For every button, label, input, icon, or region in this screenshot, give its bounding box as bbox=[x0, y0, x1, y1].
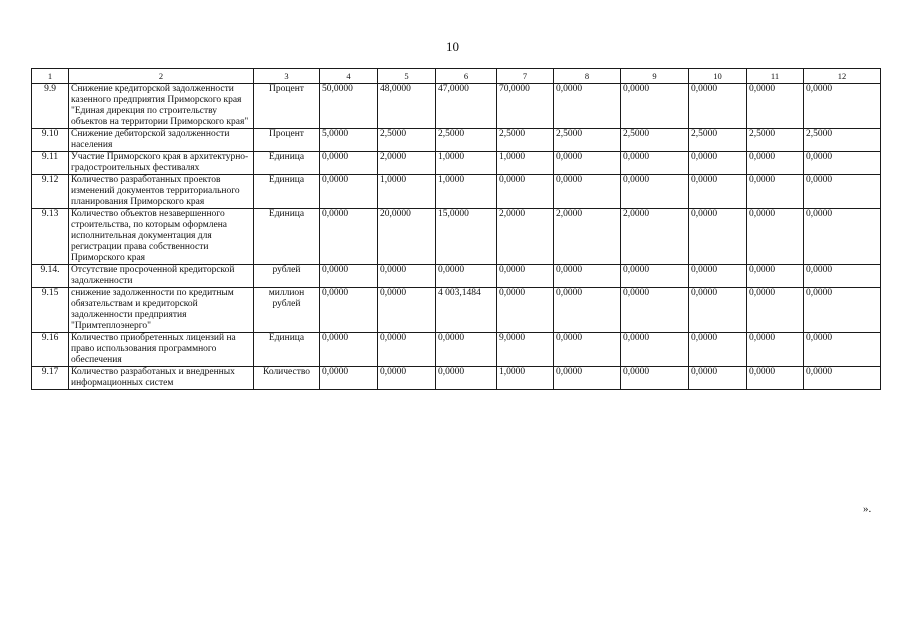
value-cell: 0,0000 bbox=[320, 209, 378, 265]
column-number-cell: 4 bbox=[320, 69, 378, 84]
value-cell: 0,0000 bbox=[320, 265, 378, 288]
value-cell: 0,0000 bbox=[554, 265, 621, 288]
value-cell: 48,0000 bbox=[378, 84, 436, 129]
value-cell: 0,0000 bbox=[747, 152, 804, 175]
value-cell: 0,0000 bbox=[621, 265, 689, 288]
value-cell: 47,0000 bbox=[436, 84, 497, 129]
value-cell: 0,0000 bbox=[554, 175, 621, 209]
value-cell: 50,0000 bbox=[320, 84, 378, 129]
value-cell: 0,0000 bbox=[689, 152, 747, 175]
indicator-name-cell: Участие Приморского края в архитектурно-градостроительных фестивалях bbox=[69, 152, 254, 175]
indicator-name-cell: Снижение кредиторской задолженности казенного предприятия Приморского края "Единая дирекция по строительству объектов на территории Приморского края" bbox=[69, 84, 254, 129]
value-cell: 0,0000 bbox=[621, 175, 689, 209]
value-cell: 1,0000 bbox=[497, 367, 554, 390]
column-number-cell: 7 bbox=[497, 69, 554, 84]
unit-cell: Количество bbox=[254, 367, 320, 390]
value-cell: 0,0000 bbox=[436, 367, 497, 390]
value-cell: 2,0000 bbox=[621, 209, 689, 265]
value-cell: 0,0000 bbox=[804, 84, 881, 129]
value-cell: 1,0000 bbox=[497, 152, 554, 175]
value-cell: 0,0000 bbox=[689, 265, 747, 288]
value-cell: 0,0000 bbox=[804, 367, 881, 390]
value-cell: 0,0000 bbox=[689, 175, 747, 209]
table-row bbox=[32, 333, 881, 367]
unit-cell: рублей bbox=[254, 265, 320, 288]
value-cell: 0,0000 bbox=[689, 367, 747, 390]
value-cell: 0,0000 bbox=[804, 288, 881, 333]
unit-cell: Единица bbox=[254, 333, 320, 367]
value-cell: 0,0000 bbox=[320, 152, 378, 175]
value-cell: 0,0000 bbox=[747, 175, 804, 209]
value-cell: 0,0000 bbox=[621, 288, 689, 333]
row-number-cell: 9.9 bbox=[32, 84, 69, 129]
value-cell: 2,5000 bbox=[689, 129, 747, 152]
unit-cell: Единица bbox=[254, 175, 320, 209]
value-cell: 0,0000 bbox=[804, 209, 881, 265]
value-cell: 2,5000 bbox=[621, 129, 689, 152]
value-cell: 0,0000 bbox=[497, 175, 554, 209]
indicator-name-cell: снижение задолженности по кредитным обязательствам и кредиторской задолженности предприятия "Примтеплоэнерго" bbox=[69, 288, 254, 333]
value-cell: 0,0000 bbox=[689, 288, 747, 333]
column-number-cell: 11 bbox=[747, 69, 804, 84]
value-cell: 0,0000 bbox=[554, 152, 621, 175]
value-cell: 0,0000 bbox=[378, 333, 436, 367]
value-cell: 0,0000 bbox=[497, 265, 554, 288]
value-cell: 2,5000 bbox=[804, 129, 881, 152]
value-cell: 0,0000 bbox=[320, 288, 378, 333]
row-number-cell: 9.11 bbox=[32, 152, 69, 175]
column-number-row bbox=[32, 69, 881, 84]
value-cell: 0,0000 bbox=[804, 333, 881, 367]
row-number-cell: 9.12 bbox=[32, 175, 69, 209]
row-number-cell: 9.15 bbox=[32, 288, 69, 333]
table-row bbox=[32, 288, 881, 333]
value-cell: 0,0000 bbox=[436, 265, 497, 288]
value-cell: 0,0000 bbox=[320, 175, 378, 209]
row-number-cell: 9.16 bbox=[32, 333, 69, 367]
row-number-cell: 9.14. bbox=[32, 265, 69, 288]
indicators-table bbox=[31, 68, 881, 390]
value-cell: 4 003,1484 bbox=[436, 288, 497, 333]
column-number-cell: 1 bbox=[32, 69, 69, 84]
indicator-name-cell: Количество разработанных проектов изменений документов территориального планирования Приморского края bbox=[69, 175, 254, 209]
value-cell: 0,0000 bbox=[804, 175, 881, 209]
row-number-cell: 9.13 bbox=[32, 209, 69, 265]
column-number-cell: 6 bbox=[436, 69, 497, 84]
value-cell: 0,0000 bbox=[804, 152, 881, 175]
row-number-cell: 9.17 bbox=[32, 367, 69, 390]
indicator-name-cell: Количество приобретенных лицензий на право использования программного обеспечения bbox=[69, 333, 254, 367]
value-cell: 1,0000 bbox=[436, 175, 497, 209]
value-cell: 20,0000 bbox=[378, 209, 436, 265]
value-cell: 2,5000 bbox=[747, 129, 804, 152]
table-row bbox=[32, 265, 881, 288]
value-cell: 0,0000 bbox=[378, 288, 436, 333]
indicator-name-cell: Снижение дебиторской задолженности населения bbox=[69, 129, 254, 152]
value-cell: 15,0000 bbox=[436, 209, 497, 265]
value-cell: 0,0000 bbox=[621, 333, 689, 367]
value-cell: 2,0000 bbox=[554, 209, 621, 265]
indicator-name-cell: Отсутствие просроченной кредиторской задолженности bbox=[69, 265, 254, 288]
value-cell: 0,0000 bbox=[747, 288, 804, 333]
table-row bbox=[32, 175, 881, 209]
value-cell: 0,0000 bbox=[497, 288, 554, 333]
table-row bbox=[32, 209, 881, 265]
column-number-cell: 12 bbox=[804, 69, 881, 84]
table-row bbox=[32, 152, 881, 175]
value-cell: 0,0000 bbox=[747, 367, 804, 390]
value-cell: 70,0000 bbox=[497, 84, 554, 129]
value-cell: 0,0000 bbox=[378, 367, 436, 390]
value-cell: 0,0000 bbox=[689, 333, 747, 367]
value-cell: 0,0000 bbox=[320, 333, 378, 367]
indicator-name-cell: Количество разработаных и внедренных информационных систем bbox=[69, 367, 254, 390]
value-cell: 2,5000 bbox=[554, 129, 621, 152]
value-cell: 0,0000 bbox=[554, 333, 621, 367]
value-cell: 1,0000 bbox=[378, 175, 436, 209]
value-cell: 0,0000 bbox=[378, 265, 436, 288]
table-row bbox=[32, 84, 881, 129]
value-cell: 0,0000 bbox=[554, 84, 621, 129]
value-cell: 0,0000 bbox=[689, 84, 747, 129]
value-cell: 0,0000 bbox=[436, 333, 497, 367]
value-cell: 0,0000 bbox=[747, 84, 804, 129]
column-number-cell: 3 bbox=[254, 69, 320, 84]
unit-cell: Единица bbox=[254, 209, 320, 265]
value-cell: 0,0000 bbox=[804, 265, 881, 288]
unit-cell: миллион рублей bbox=[254, 288, 320, 333]
column-number-cell: 2 bbox=[69, 69, 254, 84]
value-cell: 0,0000 bbox=[747, 265, 804, 288]
column-number-cell: 5 bbox=[378, 69, 436, 84]
value-cell: 0,0000 bbox=[554, 288, 621, 333]
column-number-cell: 9 bbox=[621, 69, 689, 84]
value-cell: 2,0000 bbox=[378, 152, 436, 175]
value-cell: 1,0000 bbox=[436, 152, 497, 175]
unit-cell: Единица bbox=[254, 152, 320, 175]
closing-quote-mark: ». bbox=[863, 503, 872, 515]
value-cell: 0,0000 bbox=[747, 209, 804, 265]
column-number-cell: 10 bbox=[689, 69, 747, 84]
indicator-name-cell: Количество объектов незавершенного строительства, по которым оформлена исполнительная документация для регистрации права собственности Приморского края bbox=[69, 209, 254, 265]
value-cell: 0,0000 bbox=[747, 333, 804, 367]
unit-cell: Процент bbox=[254, 129, 320, 152]
value-cell: 9,0000 bbox=[497, 333, 554, 367]
value-cell: 0,0000 bbox=[621, 84, 689, 129]
value-cell: 2,5000 bbox=[378, 129, 436, 152]
table-row bbox=[32, 129, 881, 152]
value-cell: 0,0000 bbox=[621, 367, 689, 390]
value-cell: 0,0000 bbox=[621, 152, 689, 175]
unit-cell: Процент bbox=[254, 84, 320, 129]
column-number-cell: 8 bbox=[554, 69, 621, 84]
value-cell: 2,0000 bbox=[497, 209, 554, 265]
page-number: 10 bbox=[446, 39, 459, 54]
value-cell: 0,0000 bbox=[689, 209, 747, 265]
value-cell: 2,5000 bbox=[436, 129, 497, 152]
value-cell: 0,0000 bbox=[554, 367, 621, 390]
value-cell: 2,5000 bbox=[497, 129, 554, 152]
value-cell: 0,0000 bbox=[320, 367, 378, 390]
table-row bbox=[32, 367, 881, 390]
value-cell: 5,0000 bbox=[320, 129, 378, 152]
row-number-cell: 9.10 bbox=[32, 129, 69, 152]
